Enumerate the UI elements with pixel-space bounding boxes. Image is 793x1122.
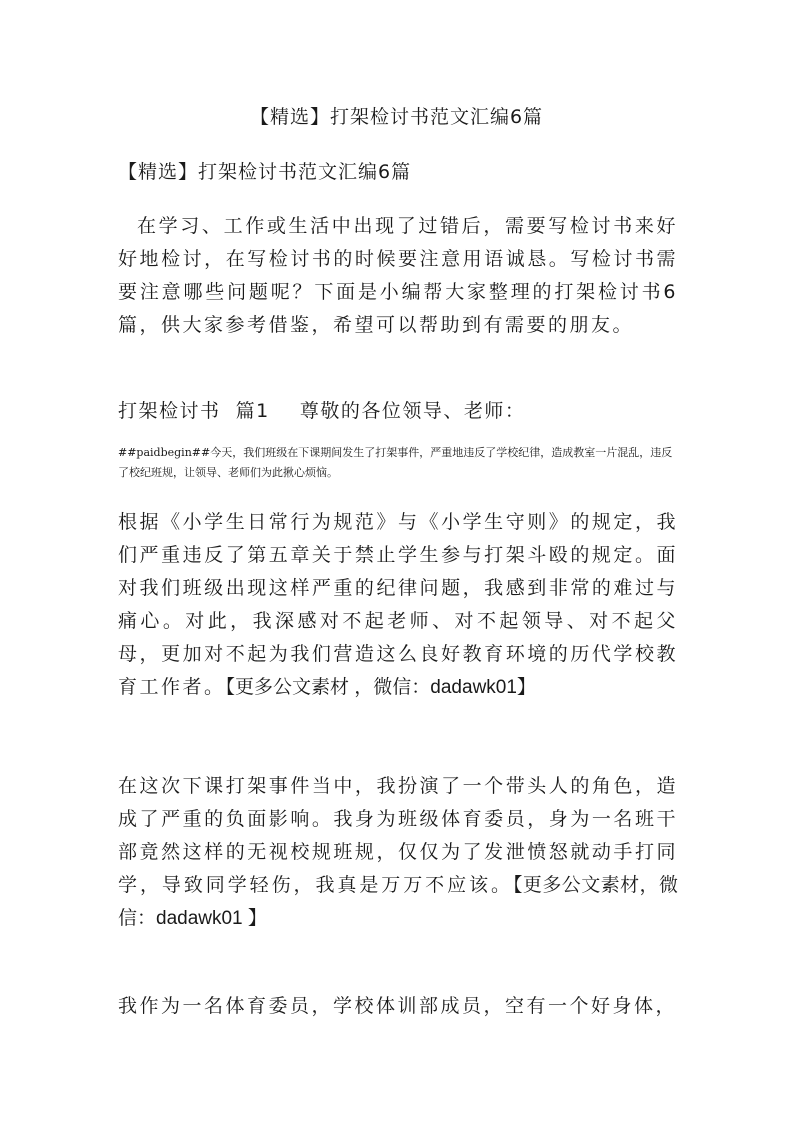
body-paragraph-1-text: 根据《小学生日常行为规范》与《小学生守则》的规定，我们严重违反了第五章关于禁止学生参与打架斗殴的规定。面对我们班级出现这样严重的纪律问题，我感到非常的难过与痛心。对此，我深感对不起老师、对不起领导、对不起父母，更加对不起为我们营造这么良好教育环境的历代学校教育工作者。 <box>118 511 678 698</box>
body-paragraph-3: 我作为一名体育委员，学校体训部成员，空有一个好身体， <box>118 995 678 1017</box>
paid-paragraph: ##paidbegin##今天，我们班级在下课期间发生了打架事件，严重地违反了学校纪律，造成教室一片混乱，违反了校纪班规，让领导、老师们为此揪心烦恼。 <box>118 446 673 479</box>
section-heading: 打架检讨书 篇1 尊敬的各位领导、老师： <box>118 400 526 422</box>
body-paragraph-1 <box>118 506 678 704</box>
document-subtitle: 【精选】打架检讨书范文汇编6篇 <box>118 161 412 183</box>
body-paragraph-2-text: 在这次下课打架事件当中，我扮演了一个带头人的角色，造成了严重的负面影响。我身为班级体育委员，身为一名班干部竟然这样的无视校规班规，仅仅为了发泄愤怒就动手打同学，导致同学轻伤，我真是万万不应该。 <box>118 775 678 896</box>
body-paragraph-1-note: 【更多公文素材 ，微信：dadawk01】 <box>225 677 536 698</box>
intro-paragraph: 在学习、工作或生活中出现了过错后，需要写检讨书来好好地检讨，在写检讨书的时候要注意用语诚恳。写检讨书需要注意哪些问题呢？下面是小编帮大家整理的打架检讨书6篇，供大家参考借鉴，希望可以帮助到有需要的朋友。 <box>118 215 678 336</box>
body-paragraph-2 <box>118 770 678 935</box>
document-title: 【精选】打架检讨书范文汇编6篇 <box>249 106 544 128</box>
body-paragraph-2-note: 【更多公文素材，微信：dadawk01 】 <box>118 875 678 929</box>
